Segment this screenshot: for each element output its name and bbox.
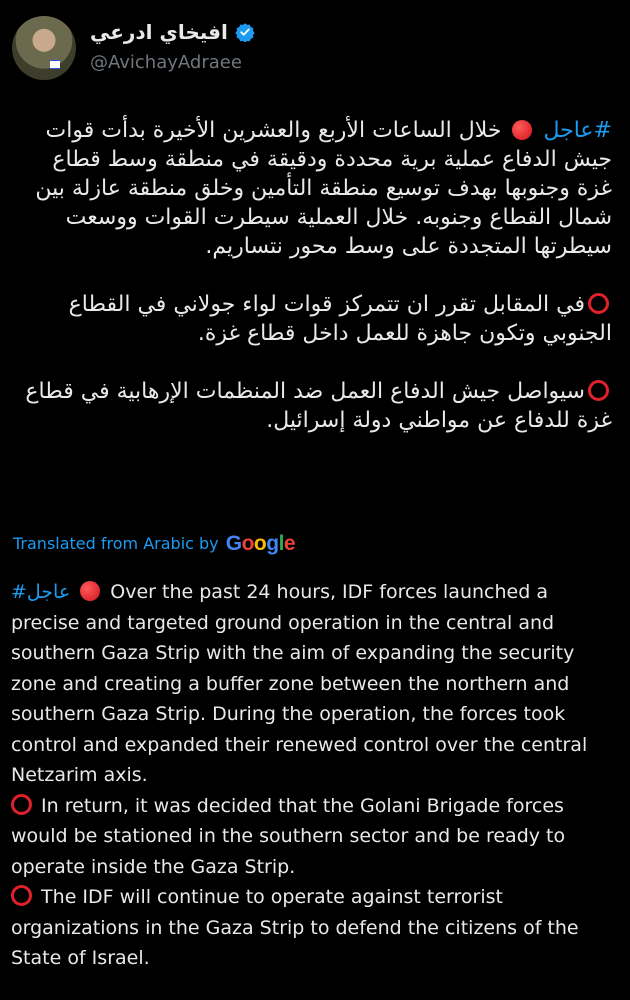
translated-paragraph-1 (11, 577, 621, 791)
translated-paragraph-3-text: The IDF will continue to operate against terrorist organizations in the Gaza Strip to defend the citizens of the State of Israel. (11, 886, 579, 969)
translated-by-label: Translated from Arabic by (13, 534, 219, 553)
original-tweet-text (16, 116, 612, 435)
red-circle-icon (80, 581, 100, 601)
red-circle-icon (512, 120, 532, 140)
author-handle[interactable]: @AvichayAdraee (90, 52, 242, 73)
translated-paragraph-2 (11, 791, 621, 883)
tweet-header (12, 14, 618, 86)
translated-by-link[interactable] (13, 532, 295, 556)
original-paragraph-3 (16, 377, 612, 435)
author-display-name[interactable]: افيخاي ادرعي (90, 20, 228, 44)
original-paragraph-2 (16, 290, 612, 348)
google-logo: Google (225, 532, 296, 555)
hashtag-link[interactable]: #عاجل (543, 118, 612, 143)
hollow-red-circle-icon (588, 293, 609, 314)
hollow-red-circle-icon (11, 885, 32, 906)
avatar[interactable] (12, 16, 76, 80)
original-paragraph-1 (16, 116, 612, 261)
original-paragraph-1-text: خلال الساعات الأربع والعشرين الأخيرة بدأت قوات جيش الدفاع عملية برية محددة ودقيقة في منطقة وسط قطاع غزة وجنوبها بهدف توسيع منطقة التأمين وخلق منطقة عازلة بين شمال القطاع وجنوبه. خلال العملية سيطرت القوات ووسعت سيطرتها المتجددة على وسط محور نتساريم. (35, 118, 612, 259)
original-paragraph-3-text: سيواصل جيش الدفاع العمل ضد المنظمات الإرهابية في قطاع غزة للدفاع عن مواطني دولة إسرائيل. (25, 379, 612, 433)
translated-paragraph-1-text: Over the past 24 hours, IDF forces launched a precise and targeted ground operation in the central and southern Gaza Strip with the aim of expanding the security zone and creating a buffer zone between the northern and southern Gaza Strip. During the operation, the forces took control and expanded their renewed control over the central Netzarim axis. (11, 581, 588, 786)
flag-icon (50, 60, 60, 69)
hollow-red-circle-icon (11, 794, 32, 815)
translated-paragraph-3 (11, 882, 621, 974)
verified-badge-icon (235, 22, 255, 42)
translated-tweet-text (11, 577, 621, 974)
hollow-red-circle-icon (588, 380, 609, 401)
translated-paragraph-2-text: In return, it was decided that the Golani Brigade forces would be stationed in the southern sector and be ready to operate inside the Gaza Strip. (11, 794, 566, 878)
hashtag-link[interactable]: #عاجل (11, 581, 71, 603)
original-paragraph-2-text: في المقابل تقرر ان تتمركز قوات لواء جولاني في القطاع الجنوبي وتكون جاهزة للعمل داخل قطاع غزة. (68, 292, 612, 346)
author-info (90, 20, 255, 73)
